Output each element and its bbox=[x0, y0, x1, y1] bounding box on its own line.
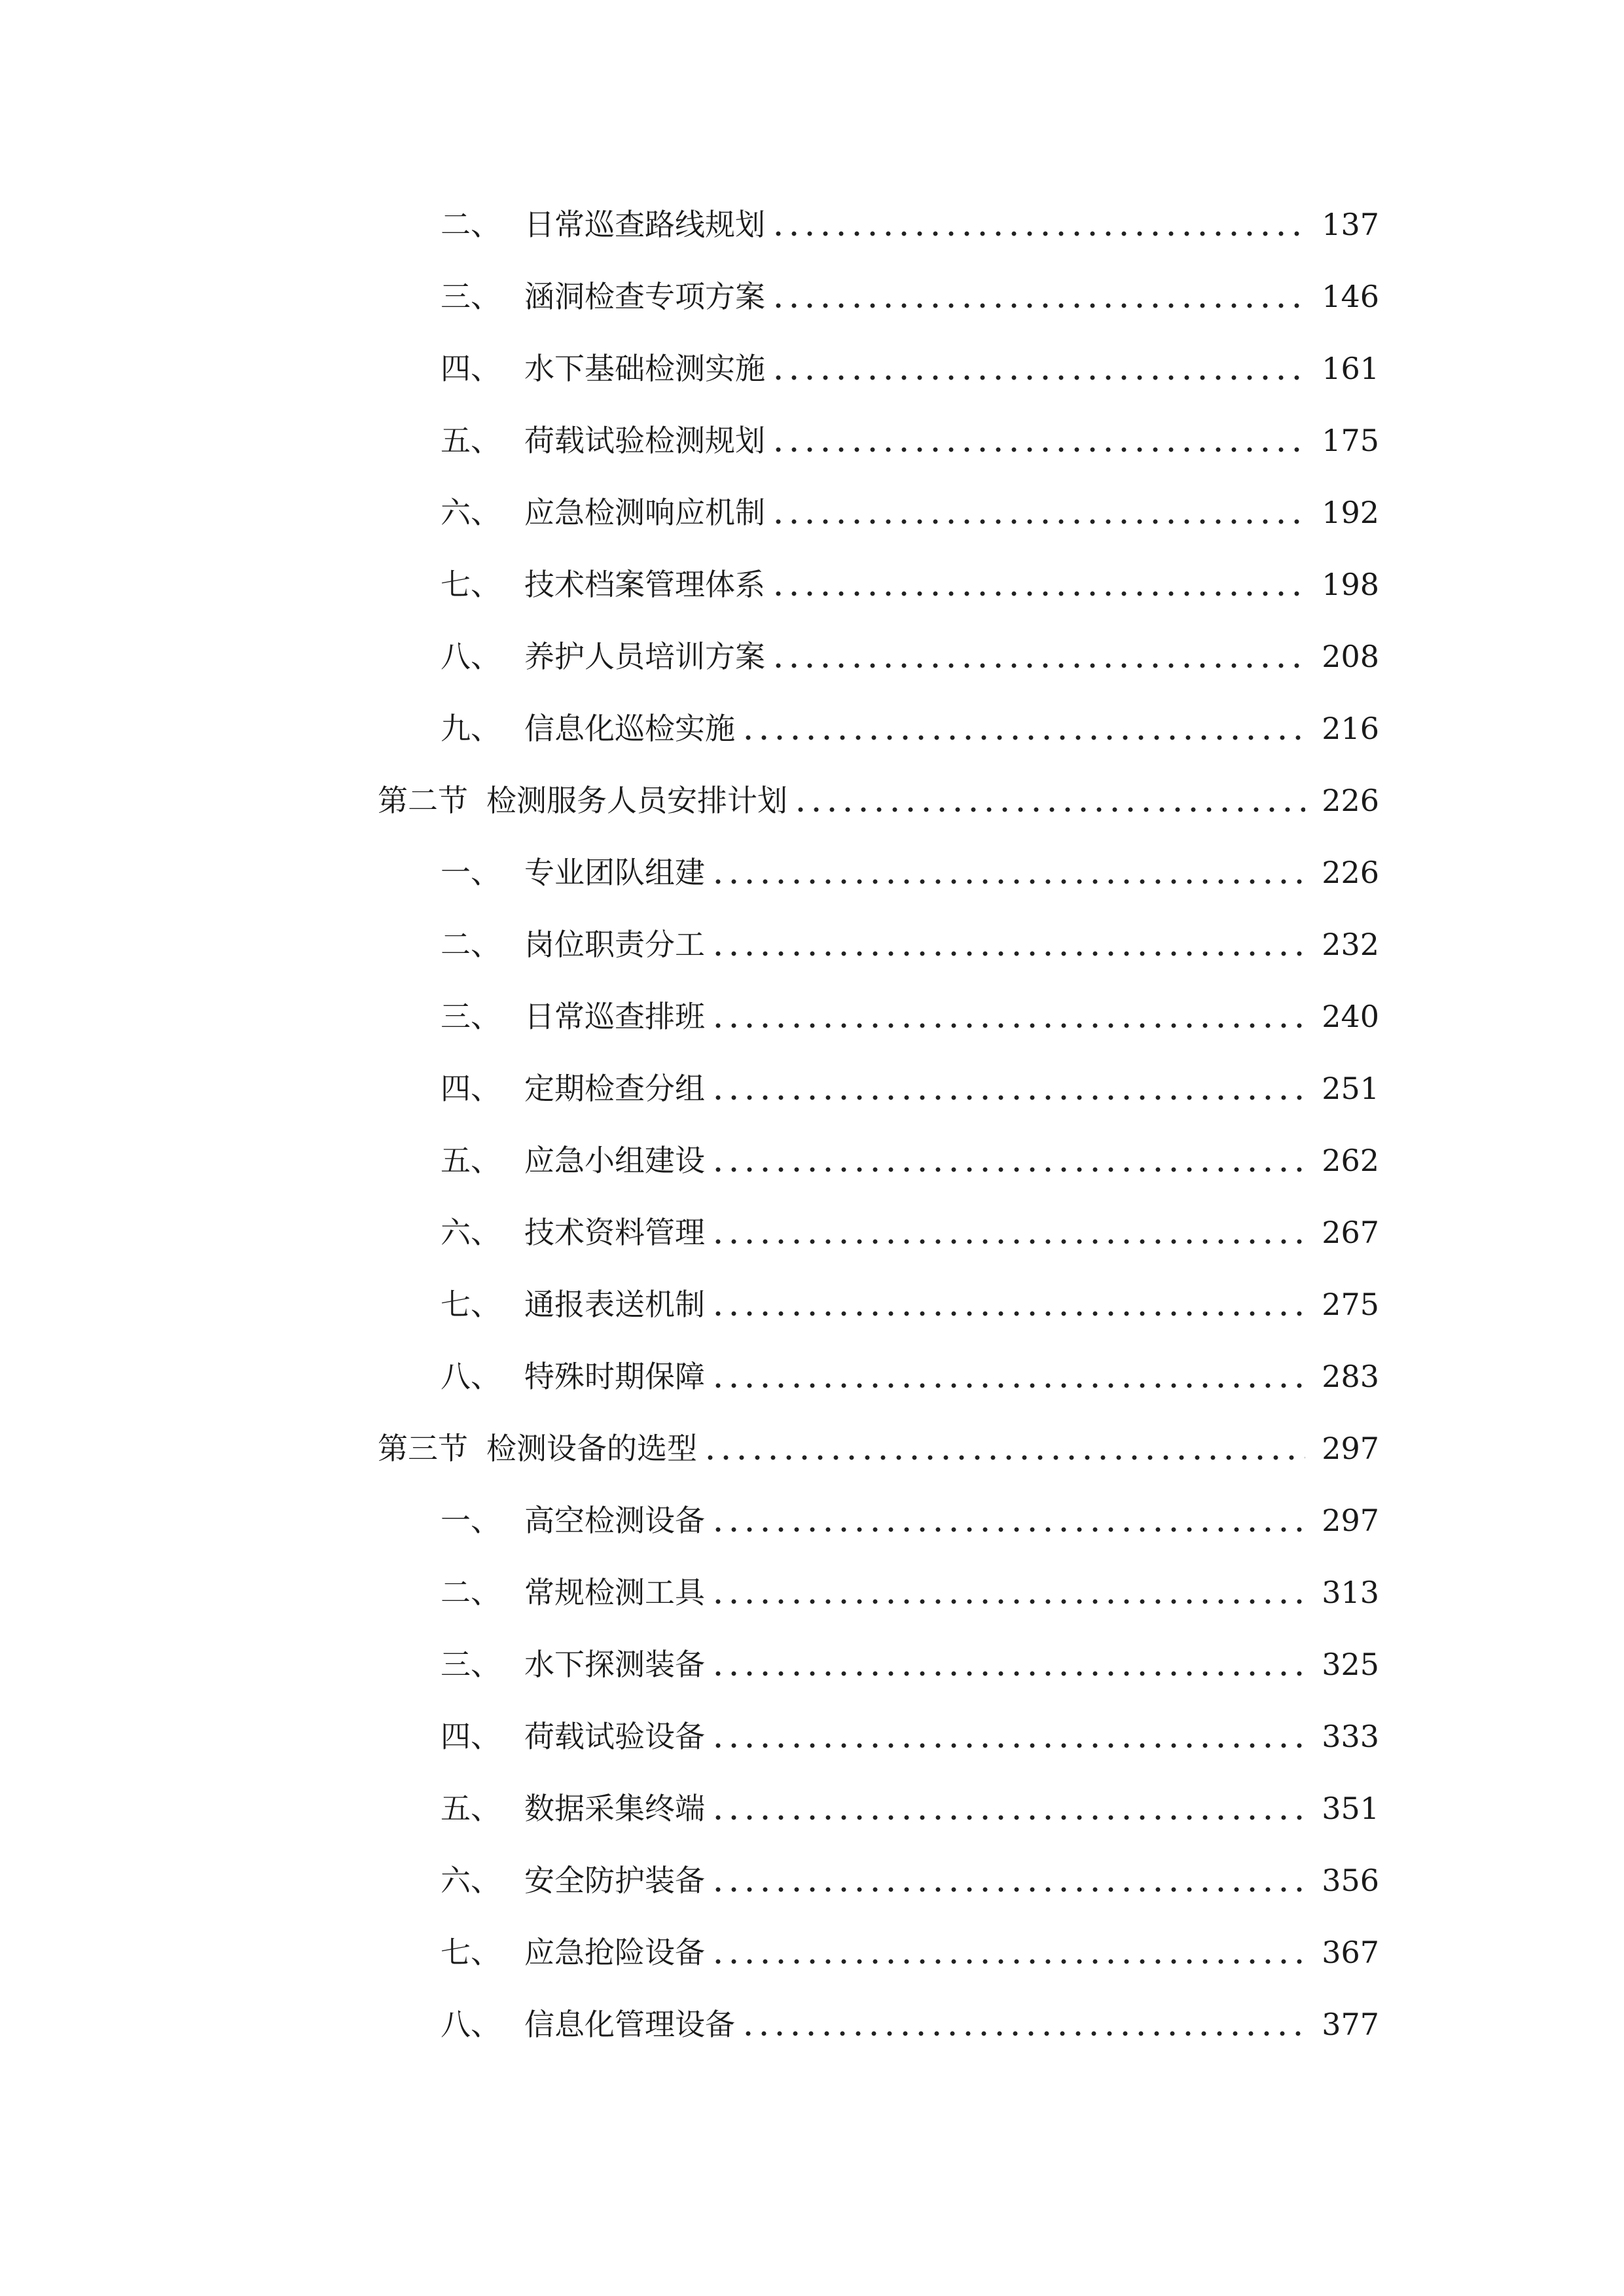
toc-entry[interactable] bbox=[0, 260, 1624, 332]
toc-entry-number: 一、 bbox=[441, 1503, 501, 1538]
dot-leader bbox=[710, 950, 1305, 957]
toc-entry[interactable] bbox=[0, 620, 1624, 692]
toc-entry-title: 荷载试验检测规划 bbox=[524, 423, 765, 458]
toc-entry-page: 216 bbox=[1322, 711, 1379, 746]
toc-entry-number: 二、 bbox=[441, 927, 501, 962]
dot-leader bbox=[710, 1382, 1305, 1389]
dot-leader bbox=[702, 1454, 1305, 1461]
dot-leader bbox=[710, 1598, 1305, 1605]
toc-entry-title: 应急检测响应机制 bbox=[524, 495, 765, 530]
toc-entry[interactable] bbox=[0, 692, 1624, 764]
toc-entry-title: 日常巡查路线规划 bbox=[524, 207, 765, 242]
toc-entry-title: 应急抢险设备 bbox=[524, 1935, 705, 1970]
toc-entry-number: 一、 bbox=[441, 855, 501, 890]
toc-entry-number: 六、 bbox=[441, 1215, 501, 1250]
toc-entry-number: 四、 bbox=[441, 1719, 501, 1754]
toc-entry-title: 水下基础检测实施 bbox=[524, 351, 765, 386]
toc-entry-page: 297 bbox=[1322, 1431, 1379, 1466]
toc-entry[interactable] bbox=[0, 1988, 1624, 2060]
toc-entry-page: 267 bbox=[1322, 1215, 1379, 1250]
toc-entry-title: 常规检测工具 bbox=[524, 1575, 705, 1610]
toc-entry-page: 198 bbox=[1322, 567, 1379, 602]
toc-entry-title: 通报表送机制 bbox=[524, 1287, 705, 1322]
toc-entry-page: 232 bbox=[1322, 927, 1379, 962]
toc-entry[interactable] bbox=[0, 1340, 1624, 1412]
toc-entry[interactable] bbox=[0, 1052, 1624, 1124]
toc-entry-page: 275 bbox=[1322, 1287, 1379, 1322]
toc-entry-number: 八、 bbox=[441, 639, 501, 674]
toc-entry-page: 175 bbox=[1322, 423, 1379, 458]
toc-entry-page: 146 bbox=[1322, 279, 1379, 314]
toc-entry-page: 262 bbox=[1322, 1143, 1379, 1178]
toc-entry-page: 283 bbox=[1322, 1359, 1379, 1394]
toc-entry[interactable] bbox=[0, 1196, 1624, 1268]
toc-section-entry[interactable] bbox=[0, 764, 1624, 836]
toc-entry-number: 七、 bbox=[441, 567, 501, 602]
toc-entry-title: 涵洞检查专项方案 bbox=[524, 279, 765, 314]
toc-entry-title: 技术资料管理 bbox=[524, 1215, 705, 1250]
toc-entry-title: 信息化巡检实施 bbox=[524, 711, 735, 746]
toc-entry-title: 定期检查分组 bbox=[524, 1071, 705, 1106]
toc-entry-page: 325 bbox=[1322, 1647, 1379, 1682]
toc-entry-page: 192 bbox=[1322, 495, 1379, 530]
toc-entry-page: 377 bbox=[1322, 2007, 1379, 2042]
toc-entry[interactable] bbox=[0, 1124, 1624, 1196]
dot-leader bbox=[710, 1958, 1305, 1965]
toc-entry-page: 137 bbox=[1322, 207, 1379, 242]
toc-section-entry[interactable] bbox=[0, 1412, 1624, 1484]
dot-leader bbox=[770, 590, 1305, 597]
toc-section-number: 第二节 bbox=[378, 783, 468, 818]
toc-entry[interactable] bbox=[0, 1628, 1624, 1700]
dot-leader bbox=[710, 1526, 1305, 1533]
toc-entry[interactable] bbox=[0, 1916, 1624, 1988]
toc-entry-title: 安全防护装备 bbox=[524, 1863, 705, 1898]
toc-entry-number: 五、 bbox=[441, 1791, 501, 1826]
dot-leader bbox=[770, 230, 1305, 237]
toc-entry-number: 七、 bbox=[441, 1935, 501, 1970]
toc-entry-number: 三、 bbox=[441, 279, 501, 314]
toc-entry-title: 高空检测设备 bbox=[524, 1503, 705, 1538]
toc-entry-number: 二、 bbox=[441, 1575, 501, 1610]
toc-entry[interactable] bbox=[0, 1772, 1624, 1844]
toc-entry-number: 二、 bbox=[441, 207, 501, 242]
table-of-contents bbox=[0, 188, 1624, 2060]
toc-entry-page: 161 bbox=[1322, 351, 1379, 386]
dot-leader bbox=[770, 518, 1305, 525]
toc-entry[interactable] bbox=[0, 1268, 1624, 1340]
toc-entry[interactable] bbox=[0, 908, 1624, 980]
toc-entry-number: 五、 bbox=[441, 1143, 501, 1178]
toc-entry[interactable] bbox=[0, 548, 1624, 620]
toc-entry-title: 岗位职责分工 bbox=[524, 927, 705, 962]
toc-entry-number: 八、 bbox=[441, 1359, 501, 1394]
toc-entry-number: 五、 bbox=[441, 423, 501, 458]
toc-entry-page: 367 bbox=[1322, 1935, 1379, 1970]
toc-section-number: 第三节 bbox=[378, 1431, 468, 1466]
toc-entry-page: 251 bbox=[1322, 1071, 1379, 1106]
toc-section-title: 检测设备的选型 bbox=[486, 1431, 697, 1466]
toc-entry-number: 七、 bbox=[441, 1287, 501, 1322]
toc-entry[interactable] bbox=[0, 1700, 1624, 1772]
toc-entry-title: 技术档案管理体系 bbox=[524, 567, 765, 602]
dot-leader bbox=[770, 662, 1305, 669]
toc-entry[interactable] bbox=[0, 836, 1624, 908]
toc-entry[interactable] bbox=[0, 1484, 1624, 1556]
dot-leader bbox=[770, 302, 1305, 309]
toc-entry[interactable] bbox=[0, 980, 1624, 1052]
toc-entry-page: 351 bbox=[1322, 1791, 1379, 1826]
dot-leader bbox=[710, 1238, 1305, 1245]
toc-entry-page: 226 bbox=[1322, 783, 1379, 818]
dot-leader bbox=[710, 1814, 1305, 1821]
toc-entry[interactable] bbox=[0, 1844, 1624, 1916]
dot-leader bbox=[710, 1742, 1305, 1749]
toc-entry[interactable] bbox=[0, 1556, 1624, 1628]
toc-entry-title: 应急小组建设 bbox=[524, 1143, 705, 1178]
toc-entry-title: 信息化管理设备 bbox=[524, 2007, 735, 2042]
toc-entry-page: 356 bbox=[1322, 1863, 1379, 1898]
toc-entry-title: 养护人员培训方案 bbox=[524, 639, 765, 674]
dot-leader bbox=[793, 806, 1305, 813]
toc-entry-page: 208 bbox=[1322, 639, 1379, 674]
dot-leader bbox=[710, 1166, 1305, 1173]
toc-entry-number: 九、 bbox=[441, 711, 501, 746]
toc-entry-number: 三、 bbox=[441, 1647, 501, 1682]
dot-leader bbox=[710, 1310, 1305, 1317]
toc-entry-title: 数据采集终端 bbox=[524, 1791, 705, 1826]
dot-leader bbox=[740, 2030, 1305, 2037]
dot-leader bbox=[710, 1886, 1305, 1893]
toc-entry-page: 333 bbox=[1322, 1719, 1379, 1754]
toc-entry-number: 六、 bbox=[441, 1863, 501, 1898]
dot-leader bbox=[740, 734, 1305, 741]
dot-leader bbox=[710, 1022, 1305, 1029]
toc-entry[interactable] bbox=[0, 332, 1624, 404]
toc-entry[interactable] bbox=[0, 404, 1624, 476]
toc-entry[interactable] bbox=[0, 188, 1624, 260]
dot-leader bbox=[710, 1094, 1305, 1101]
toc-entry-number: 三、 bbox=[441, 999, 501, 1034]
toc-entry-title: 日常巡查排班 bbox=[524, 999, 705, 1034]
dot-leader bbox=[710, 878, 1305, 885]
toc-entry-number: 六、 bbox=[441, 495, 501, 530]
toc-entry-page: 240 bbox=[1322, 999, 1379, 1034]
toc-entry-number: 四、 bbox=[441, 351, 501, 386]
toc-entry-page: 313 bbox=[1322, 1575, 1379, 1610]
toc-entry-number: 四、 bbox=[441, 1071, 501, 1106]
toc-entry-page: 297 bbox=[1322, 1503, 1379, 1538]
toc-entry[interactable] bbox=[0, 476, 1624, 548]
toc-entry-page: 226 bbox=[1322, 855, 1379, 890]
dot-leader bbox=[770, 374, 1305, 381]
dot-leader bbox=[710, 1670, 1305, 1677]
toc-entry-title: 荷载试验设备 bbox=[524, 1719, 705, 1754]
toc-section-title: 检测服务人员安排计划 bbox=[486, 783, 787, 818]
toc-entry-title: 特殊时期保障 bbox=[524, 1359, 705, 1394]
toc-entry-title: 专业团队组建 bbox=[524, 855, 705, 890]
dot-leader bbox=[770, 446, 1305, 453]
toc-entry-number: 八、 bbox=[441, 2007, 501, 2042]
toc-entry-title: 水下探测装备 bbox=[524, 1647, 705, 1682]
